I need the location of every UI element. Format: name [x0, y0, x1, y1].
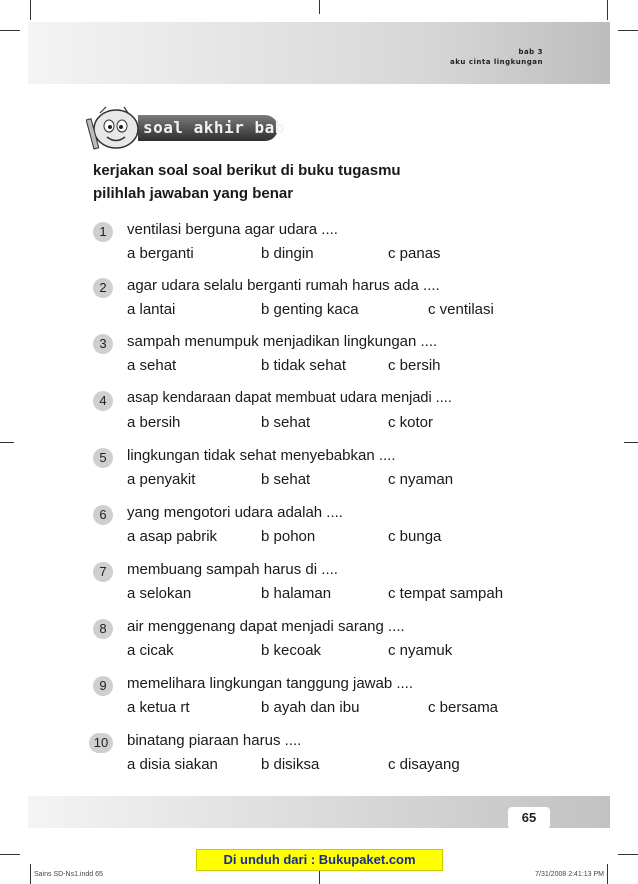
question-text: yang mengotori udara adalah .... [127, 504, 343, 521]
option-a: a disia siakan [127, 756, 218, 773]
option-a: a sehat [127, 357, 177, 374]
question-number: 10 [89, 733, 113, 753]
cartoon-pencil-mascot-icon [86, 105, 144, 153]
instruction-line: kerjakan soal soal berikut di buku tugasmu [93, 162, 401, 179]
question-text: membuang sampah harus di .... [127, 561, 338, 578]
option-a: a ketua rt [127, 699, 190, 716]
option-c: c panas [388, 245, 441, 262]
question-number: 9 [93, 676, 113, 696]
question-text: binatang piaraan harus .... [127, 732, 302, 749]
option-a: a bersih [127, 414, 181, 431]
option-c: c nyamuk [388, 642, 453, 659]
crop-mark [0, 854, 20, 855]
question-number: 5 [93, 448, 113, 468]
question-item [93, 616, 573, 672]
option-c: c tempat sampah [388, 585, 504, 602]
crop-mark [607, 864, 608, 884]
question-text: asap kendaraan dapat membuat udara menjadi .... [127, 390, 452, 406]
question-text: ventilasi berguna agar udara .... [127, 221, 338, 238]
option-c: c bersih [388, 357, 441, 374]
question-item [93, 331, 573, 387]
option-b: b sehat [261, 414, 311, 431]
question-text: lingkungan tidak sehat menyebabkan .... [127, 447, 396, 464]
question-number: 1 [93, 222, 113, 242]
download-source-link[interactable]: Di unduh dari : Bukupaket.com [196, 849, 443, 871]
question-text: air menggenang dapat menjadi sarang .... [127, 618, 405, 635]
question-number: 6 [93, 505, 113, 525]
option-c: c ventilasi [428, 301, 494, 318]
question-item [93, 502, 573, 558]
question-number: 8 [93, 619, 113, 639]
option-c: c nyaman [388, 471, 454, 488]
option-b: b disiksa [261, 756, 320, 773]
option-c: c bunga [388, 528, 442, 545]
file-slug: Sains SD-Ns1.indd 65 [34, 871, 103, 878]
question-item [93, 219, 573, 275]
crop-mark [30, 0, 31, 20]
chapter-number: bab 3 [518, 48, 543, 56]
option-a: a cicak [127, 642, 174, 659]
crop-mark [624, 442, 638, 443]
question-text: sampah menumpuk menjadikan lingkungan .... [127, 333, 438, 350]
question-text: memelihara lingkungan tanggung jawab .... [127, 675, 414, 692]
crop-mark [319, 870, 320, 884]
question-item [93, 730, 573, 786]
question-item [93, 275, 573, 331]
crop-mark [618, 854, 638, 855]
question-number: 3 [93, 334, 113, 354]
option-a: a asap pabrik [127, 528, 218, 545]
section-title: soal akhir bab [143, 118, 285, 137]
page-number: 65 [508, 807, 550, 829]
question-item [93, 673, 573, 729]
question-text: agar udara selalu berganti rumah harus ada .... [127, 277, 440, 294]
question-item [93, 388, 573, 444]
option-b: b halaman [261, 585, 332, 602]
crop-mark [607, 0, 608, 20]
option-c: c kotor [388, 414, 434, 431]
crop-mark [618, 30, 638, 31]
question-number: 7 [93, 562, 113, 582]
option-b: b sehat [261, 471, 311, 488]
option-c: c disayang [388, 756, 460, 773]
crop-mark [30, 864, 31, 884]
option-b: b genting kaca [261, 301, 359, 318]
question-item [93, 559, 573, 615]
option-b: b dingin [261, 245, 314, 262]
option-b: b tidak sehat [261, 357, 347, 374]
option-b: b kecoak [261, 642, 322, 659]
option-b: b ayah dan ibu [261, 699, 360, 716]
crop-mark [0, 30, 20, 31]
crop-mark [319, 0, 320, 14]
crop-mark [0, 442, 14, 443]
chapter-label [450, 47, 543, 67]
option-c: c bersama [428, 699, 499, 716]
option-a: a berganti [127, 245, 194, 262]
question-number: 4 [93, 391, 113, 411]
chapter-title: aku cinta lingkungan [450, 58, 543, 66]
question-item [93, 445, 573, 501]
option-a: a lantai [127, 301, 176, 318]
instruction-line: pilihlah jawaban yang benar [93, 185, 294, 202]
option-a: a penyakit [127, 471, 196, 488]
question-number: 2 [93, 278, 113, 298]
date-slug: 7/31/2008 2:41:13 PM [535, 871, 604, 878]
option-b: b pohon [261, 528, 316, 545]
option-a: a selokan [127, 585, 192, 602]
